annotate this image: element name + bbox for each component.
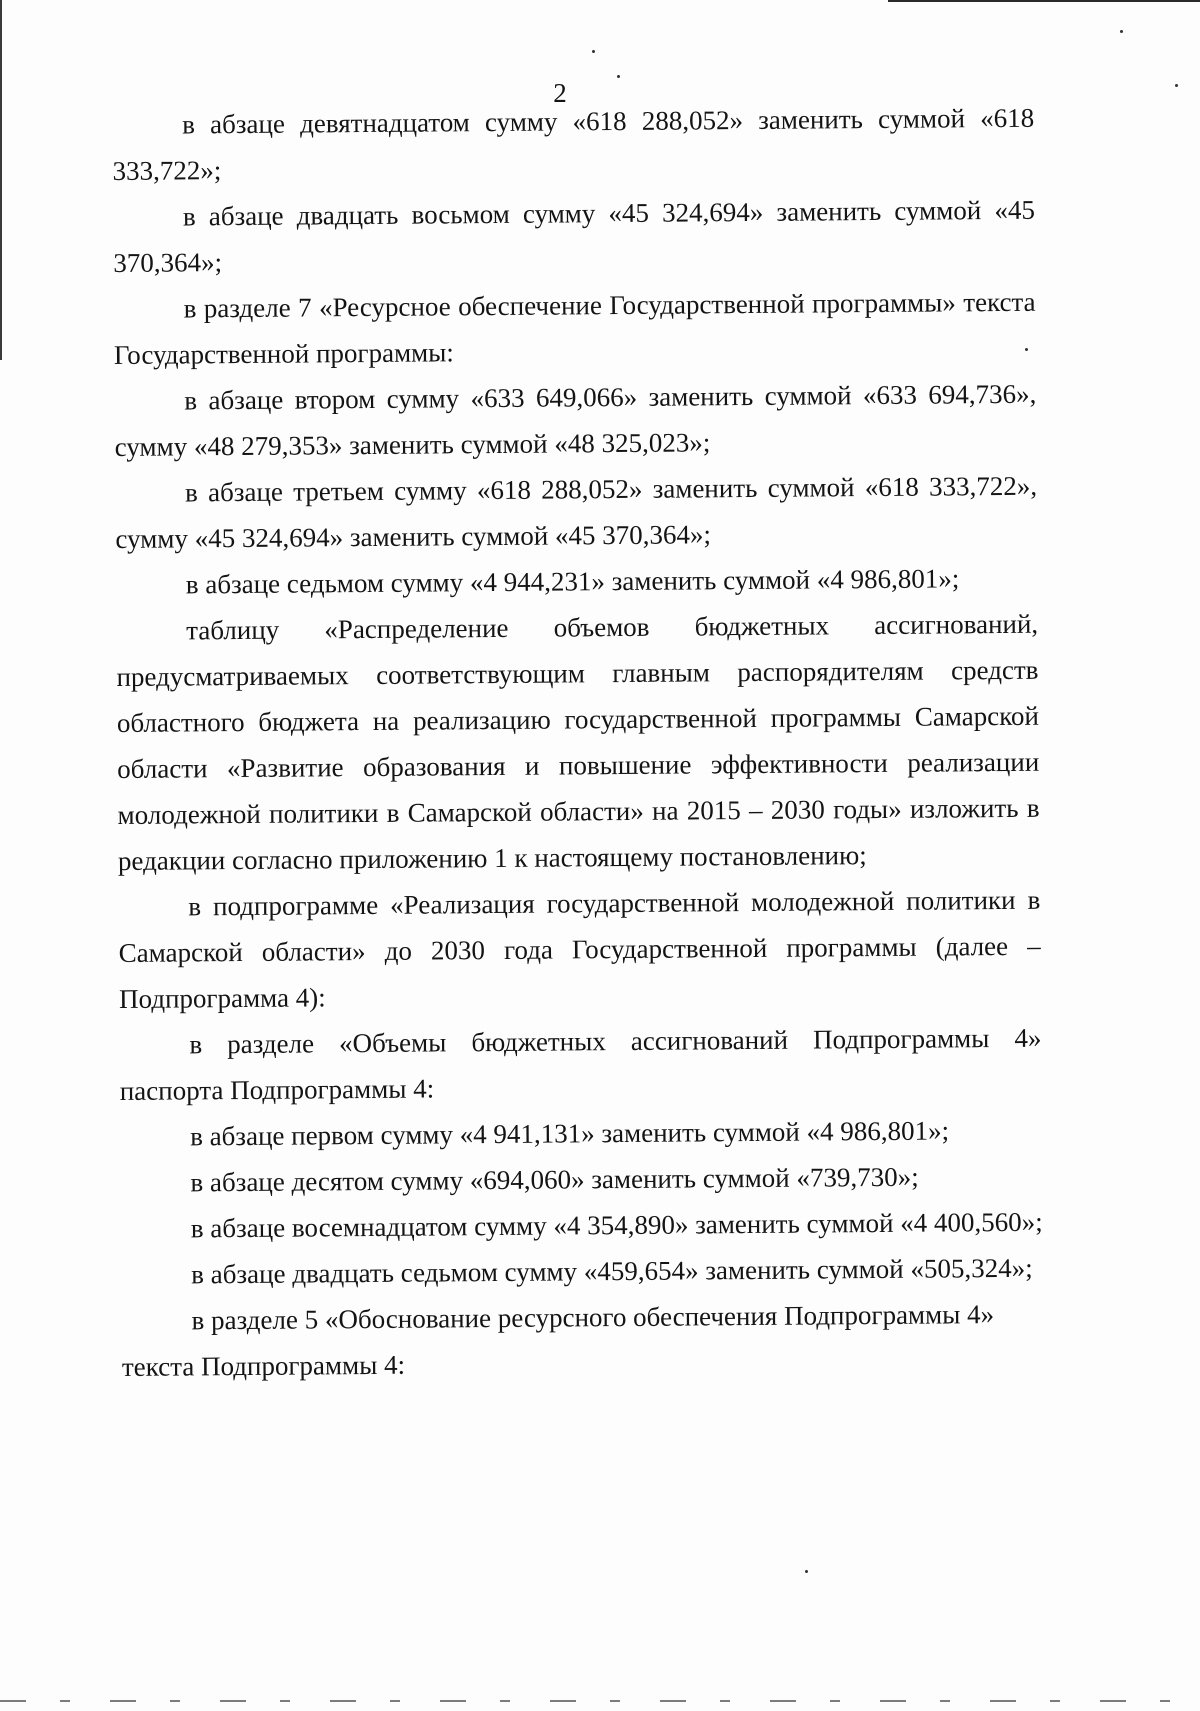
- document-body: [112, 95, 1044, 1390]
- paragraph: в абзаце первом сумму «4 941,131» заменить суммой «4 986,801»;: [190, 1115, 950, 1152]
- paragraph: в абзаце втором сумму «633 649,066» заменить суммой «633 694,736», сумму «48 279,353» заменить суммой «48 325,023»;: [114, 378, 1037, 462]
- paragraph: в подпрограмме «Реализация государственной молодежной политики в Самарской области» до 2030 года Государственной программы (далее – Подпрограмма 4):: [118, 884, 1041, 1014]
- paragraph: в абзаце десятом сумму «694,060» заменить суммой «739,730»;: [190, 1161, 919, 1198]
- scan-speck: [1120, 30, 1123, 33]
- scan-speck: [592, 50, 595, 53]
- scan-speck: [1175, 84, 1178, 87]
- scan-speck: [617, 75, 620, 78]
- scan-edge-top: [888, 0, 1200, 2]
- paragraph: в абзаце третьем сумму «618 288,052» заменить суммой «618 333,722», сумму «45 324,694» заменить суммой «45 370,364»;: [115, 470, 1038, 554]
- paragraph: в абзаце двадцать седьмом сумму «459,654» заменить суммой «505,324»;: [191, 1252, 1033, 1290]
- paragraph: в разделе 7 «Ресурсное обеспечение Государственной программы» текста Государственной программы:: [113, 286, 1036, 370]
- scan-speck: [805, 1570, 808, 1573]
- page-number: 2: [553, 78, 567, 108]
- paragraph: в разделе 5 «Обоснование ресурсного обеспечения Подпрограммы 4» текста Подпрограммы 4:: [121, 1299, 995, 1382]
- paragraph: в абзаце седьмом сумму «4 944,231» заменить суммой «4 986,801»;: [185, 563, 960, 600]
- paragraph: в абзаце двадцать восьмом сумму «45 324,694» заменить суммой «45 370,364»;: [113, 194, 1035, 278]
- paragraph: таблицу «Распределение объемов бюджетных ассигнований, предусматриваемых соответствующим главным распорядителям средств областного бюджета на реализацию государственной программы Самарской области «Развитие образования и повышение эффективности реализации молодежной политики в Самарской области» на 2015 – 2030 годы» изложить в редакции согласно приложению 1 к настоящему постановлению;: [116, 608, 1040, 876]
- paragraph: в абзаце восемнадцатом сумму «4 354,890» заменить суммой «4 400,560»;: [190, 1206, 1043, 1244]
- scan-edge-bottom: [0, 1700, 1200, 1702]
- scan-edge-left: [0, 0, 2, 360]
- paragraph: в разделе «Объемы бюджетных ассигнований Подпрограммы 4» паспорта Подпрограммы 4:: [119, 1022, 1042, 1106]
- paragraph: в абзаце девятнадцатом сумму «618 288,052» заменить суммой «618 333,722»;: [112, 102, 1035, 186]
